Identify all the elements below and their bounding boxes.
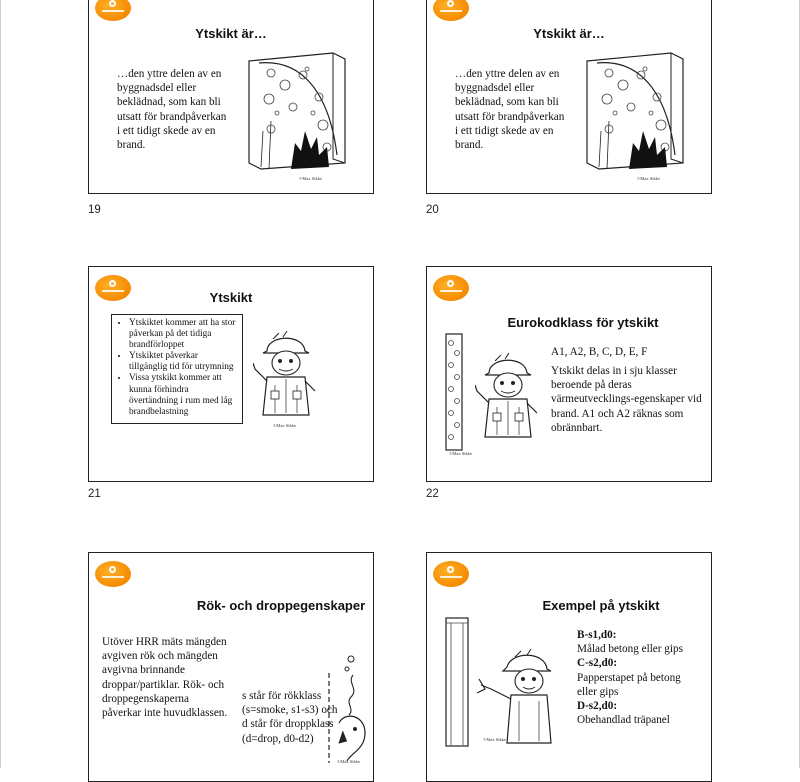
- slide-body: Ytskikt delas in i sju klasser beroende på deras värmeutvecklings-egenskaper vid brand. A1 och A2 räknas som obrännbart.: [551, 365, 702, 434]
- slide-number: 19: [88, 204, 101, 216]
- slide-19[interactable]: [88, 0, 374, 194]
- slide-20[interactable]: [426, 0, 712, 194]
- slide-number: 22: [426, 488, 439, 500]
- slide-title: Ytskikt är…: [533, 26, 605, 41]
- flame-logo-icon: [433, 0, 469, 21]
- page-edge-left: [0, 0, 1, 768]
- copyright: ©Max Sikke: [273, 423, 297, 428]
- wall-panel-illustration: [445, 617, 469, 747]
- firefighter-illustration: [253, 329, 317, 419]
- list-item: • Ytskiktet kommer att ha stor påverkan på det tidiga brandförloppet: [129, 318, 238, 351]
- bullet-box: [111, 314, 243, 424]
- slide-number: 20: [426, 204, 439, 216]
- side-note: s står för rökklass (s=smoke, s1-s3) och d står för droppklass (d=drop, d0-d2): [242, 690, 338, 745]
- slide-body: …den yttre delen av en byggnadsdel eller beklädnad, som kan bli utsatt för brandpåverkan i ett tidigt skede av en brand.: [117, 68, 227, 152]
- class-list: A1, A2, B, C, D, E, F: [551, 346, 648, 358]
- copyright: ©Max Sikke: [449, 451, 473, 456]
- slide-title: Exempel på ytskikt: [542, 598, 660, 613]
- slide-body: Utöver HRR mäts mängden avgiven rök och mängden avgivna brinnande droppar/partiklar. Rök- och droppegenskaperna påverkar inte huvudklassen.: [102, 636, 228, 720]
- flame-logo-icon: [433, 561, 469, 587]
- wall-panel-illustration: [445, 333, 463, 451]
- copyright: ©Max Sikke: [299, 176, 323, 181]
- wall-fire-illustration: [579, 51, 691, 173]
- list-item: • Ytskiktet påverkar tillgänglig tid för utrymning: [129, 351, 238, 373]
- flame-logo-icon: [433, 275, 469, 301]
- slide-title: Eurokodklass för ytskikt: [507, 315, 659, 330]
- slide-number: 21: [88, 488, 101, 500]
- slide-22[interactable]: [426, 266, 712, 482]
- firefighter-illustration: [475, 351, 539, 441]
- slide-21[interactable]: [88, 266, 374, 482]
- copyright: ©Max Sikke: [637, 176, 661, 181]
- smoke-drip-illustration: [325, 653, 371, 763]
- slide-24[interactable]: [426, 552, 712, 782]
- slide-23[interactable]: [88, 552, 374, 782]
- example-list: B-s1,d0: Målad betong eller gips C-s2,d0: Papperstapet på betong eller gips D-s2,d0: Obehandlad träpanel: [577, 629, 683, 727]
- slide-title: Ytskikt: [209, 290, 253, 305]
- firefighter-illustration: [477, 649, 555, 745]
- copyright: ©Max Sikke: [337, 759, 361, 764]
- slide-body: …den yttre delen av en byggnadsdel eller beklädnad, som kan bli utsatt för brandpåverkan i ett tidigt skede av en brand.: [455, 68, 565, 152]
- copyright: ©Max Sikke: [483, 737, 507, 742]
- flame-logo-icon: [95, 0, 131, 21]
- wall-fire-illustration: [241, 51, 353, 173]
- slide-title: Rök- och droppegenskaper: [196, 598, 366, 613]
- list-item: • Vissa ytskikt kommer att kunna förhindra övertändning i rum med låg brandbelastning: [129, 373, 238, 417]
- slide-title: Ytskikt är…: [195, 26, 267, 41]
- flame-logo-icon: [95, 561, 131, 587]
